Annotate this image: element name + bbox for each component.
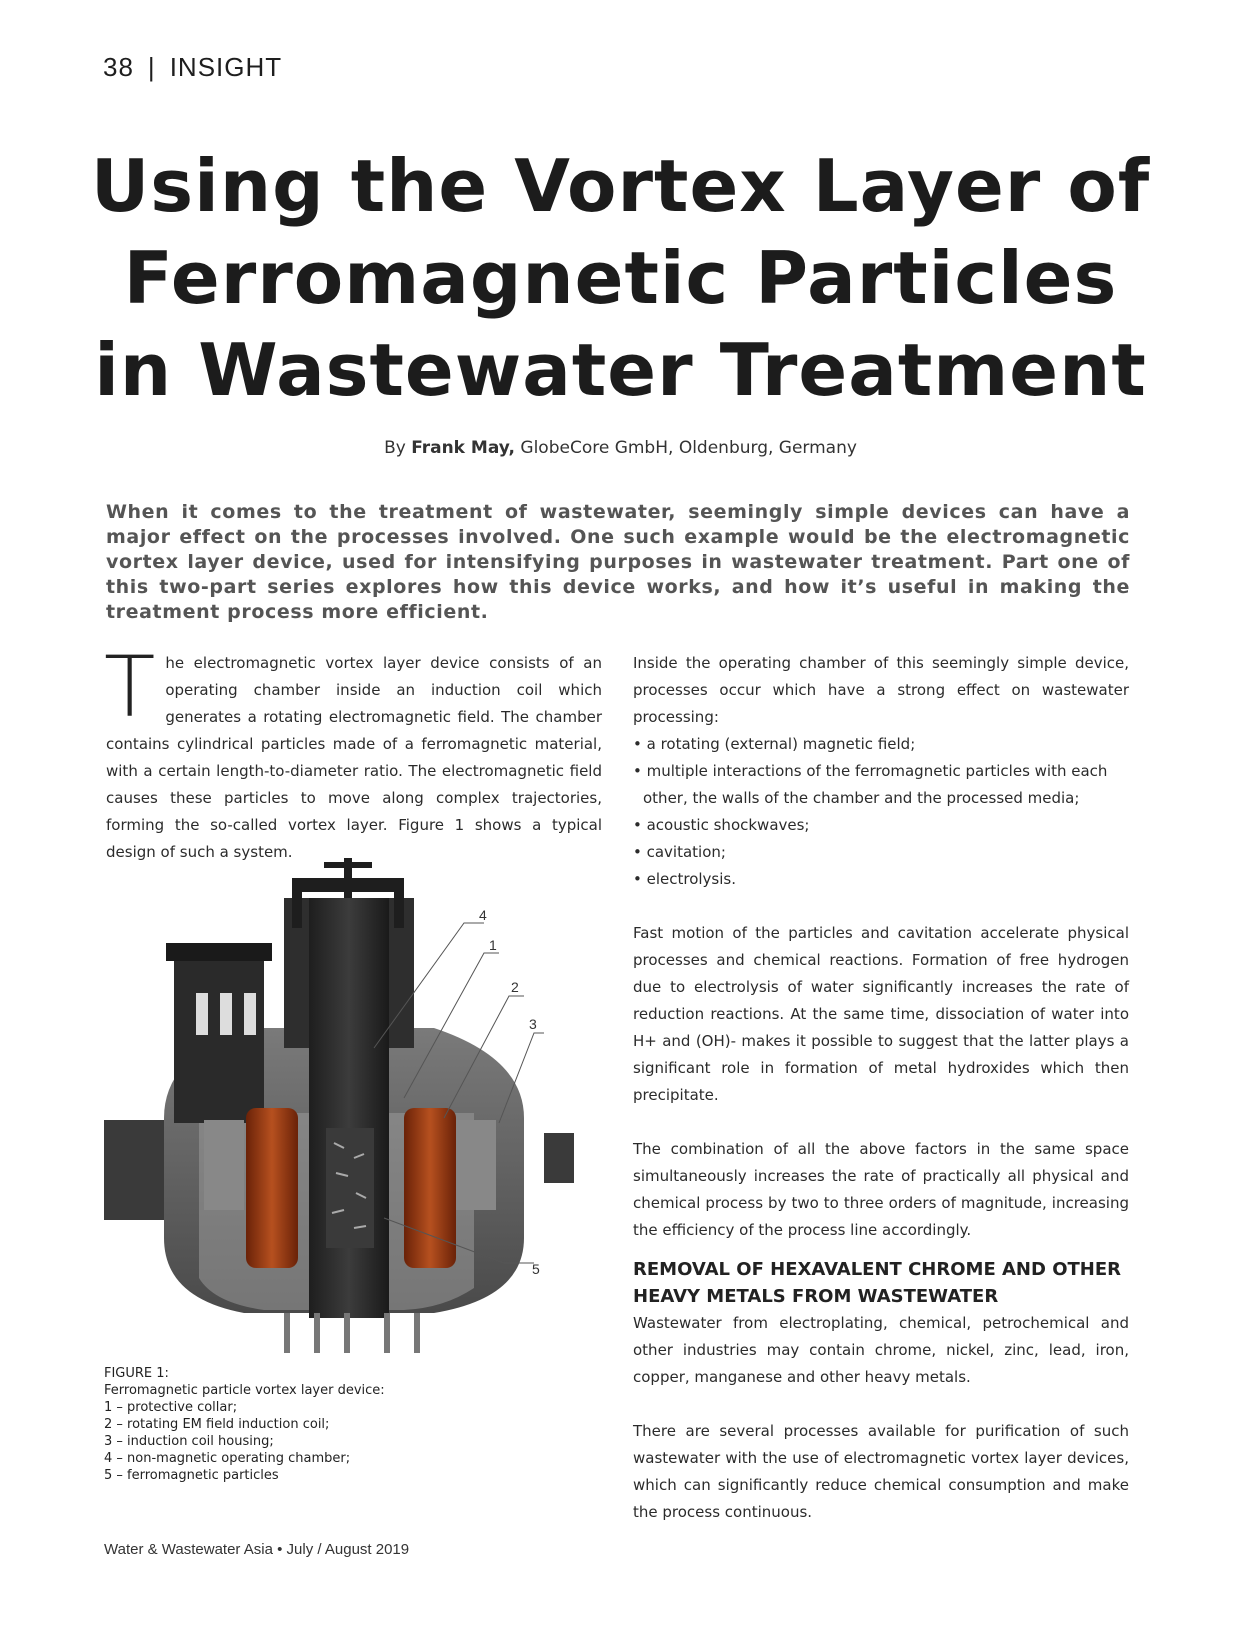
byline [0, 438, 1241, 458]
list-item: • a rotating (external) magnetic field; [633, 735, 916, 753]
title-line-1: Using the Vortex Layer of [90, 144, 1151, 228]
byline-prefix: By [384, 438, 406, 458]
particle-zone [326, 1128, 374, 1248]
terminal-box-lid [166, 943, 272, 961]
page-footer: Water & Wastewater Asia • July / August 2019 [104, 1541, 410, 1558]
section-subheading: REMOVAL OF HEXAVALENT CHROME AND OTHER HEAVY METALS FROM WASTEWATER [633, 1259, 1122, 1307]
paragraph-reactions: Fast motion of the particles and cavitation accelerate physical processes and chemical reactions. Formation of free hydrogen due to electrolysis of water significantly increases the rate of reduction reactions. At the same time, dissociation of water into H+ and (OH)- makes it possible to suggest that the latter plays a significant role in formation of metal hydroxides which then precipitate. [633, 924, 1129, 1104]
caption-line: 2 – rotating EM field induction coil; [104, 1417, 330, 1432]
header-divider: | [147, 52, 156, 82]
coil-housing-left [204, 1120, 244, 1210]
callout-3: 3 [529, 1016, 537, 1032]
list-item: • electrolysis. [633, 870, 736, 888]
paragraph-purification: There are several processes available for purification of such wastewater with the use of electromagnetic vortex layer devices, which can significantly reduce chemical consumption and make the process continuous. [633, 1422, 1129, 1521]
intro-text: he electromagnetic vortex layer device consists of an operating chamber inside an induction coil which generates a rotating electromagnetic field. The chamber contains cylindrical particles made of a ferromagnetic material, with a certain length-to-diameter ratio. The electromagnetic field causes these particles to move along complex trajectories, forming the so-called vortex layer. Figure 1 shows a typical design of such a system. [106, 654, 602, 861]
author-affiliation: GlobeCore GmbH, Oldenburg, Germany [520, 438, 857, 458]
coil-housing-right [456, 1120, 496, 1210]
lead-paragraph: When it comes to the treatment of wastewater, seemingly simple devices can have a major effect on the processes involved. One such example would be the electromagnetic vortex layer device, used for intensifying purposes in wastewater treatment. Part one of this two-part series explores how this device works, and how it’s useful in making the treatment process more efficient. [106, 501, 1130, 623]
caption-line: Ferromagnetic particle vortex layer device: [104, 1383, 385, 1398]
caption-line: 5 – ferromagnetic particles [104, 1468, 279, 1483]
drop-cap: T [104, 638, 156, 736]
page-header [103, 52, 282, 83]
left-column [104, 638, 602, 866]
article-title [60, 140, 1181, 416]
list-item: • acoustic shockwaves; [633, 816, 810, 834]
callout-2: 2 [511, 979, 519, 995]
frame-left-post [292, 878, 302, 928]
caption-line: 4 – non-magnetic operating chamber; [104, 1451, 351, 1466]
handle-bar [324, 862, 372, 868]
central-chamber [309, 898, 389, 1318]
page-number: 38 [103, 52, 134, 82]
coil-left [246, 1108, 298, 1268]
title-line-3: in Wastewater Treatment [94, 328, 1147, 412]
vortex-device-drawing [104, 858, 574, 1358]
figure-1-device-illustration [104, 858, 574, 1358]
paragraph-processes: Inside the operating chamber of this seemingly simple device, processes occur which have a strong effect on wastewater processing: [633, 654, 1129, 726]
callout-5: 5 [532, 1261, 540, 1277]
process-list [633, 731, 1129, 893]
figure-caption [104, 1365, 544, 1484]
title-line-2: Ferromagnetic Particles [123, 236, 1118, 320]
terminal-2 [220, 993, 232, 1035]
left-flange [104, 1120, 174, 1220]
list-item: • cavitation; [633, 843, 726, 861]
callout-1: 1 [489, 937, 497, 953]
caption-line: 1 – protective collar; [104, 1400, 238, 1415]
terminal-box [174, 948, 264, 1123]
paragraph-combination: The combination of all the above factors in the same space simultaneously increases the rate of practically all physical and chemical process by two to three orders of magnitude, increasing the efficiency of the process line accordingly. [633, 1140, 1129, 1239]
callout-4: 4 [479, 907, 487, 923]
frame-right-post [394, 878, 404, 928]
right-column [633, 650, 1129, 1526]
paragraph-industries: Wastewater from electroplating, chemical, petrochemical and other industries may contain chrome, nickel, zinc, lead, iron, copper, manganese and other heavy metals. [633, 1314, 1129, 1386]
right-flange [544, 1133, 574, 1183]
author-name: Frank May, [411, 438, 515, 458]
section-label: INSIGHT [169, 52, 283, 82]
terminal-3 [244, 993, 256, 1035]
coil-right [404, 1108, 456, 1268]
intro-paragraph [104, 638, 602, 866]
list-item: • multiple interactions of the ferromagnetic particles with each other, the walls of the chamber and the processed media; [633, 762, 1108, 807]
caption-title: FIGURE 1: [104, 1366, 169, 1381]
caption-line: 3 – induction coil housing; [104, 1434, 274, 1449]
terminal-1 [196, 993, 208, 1035]
